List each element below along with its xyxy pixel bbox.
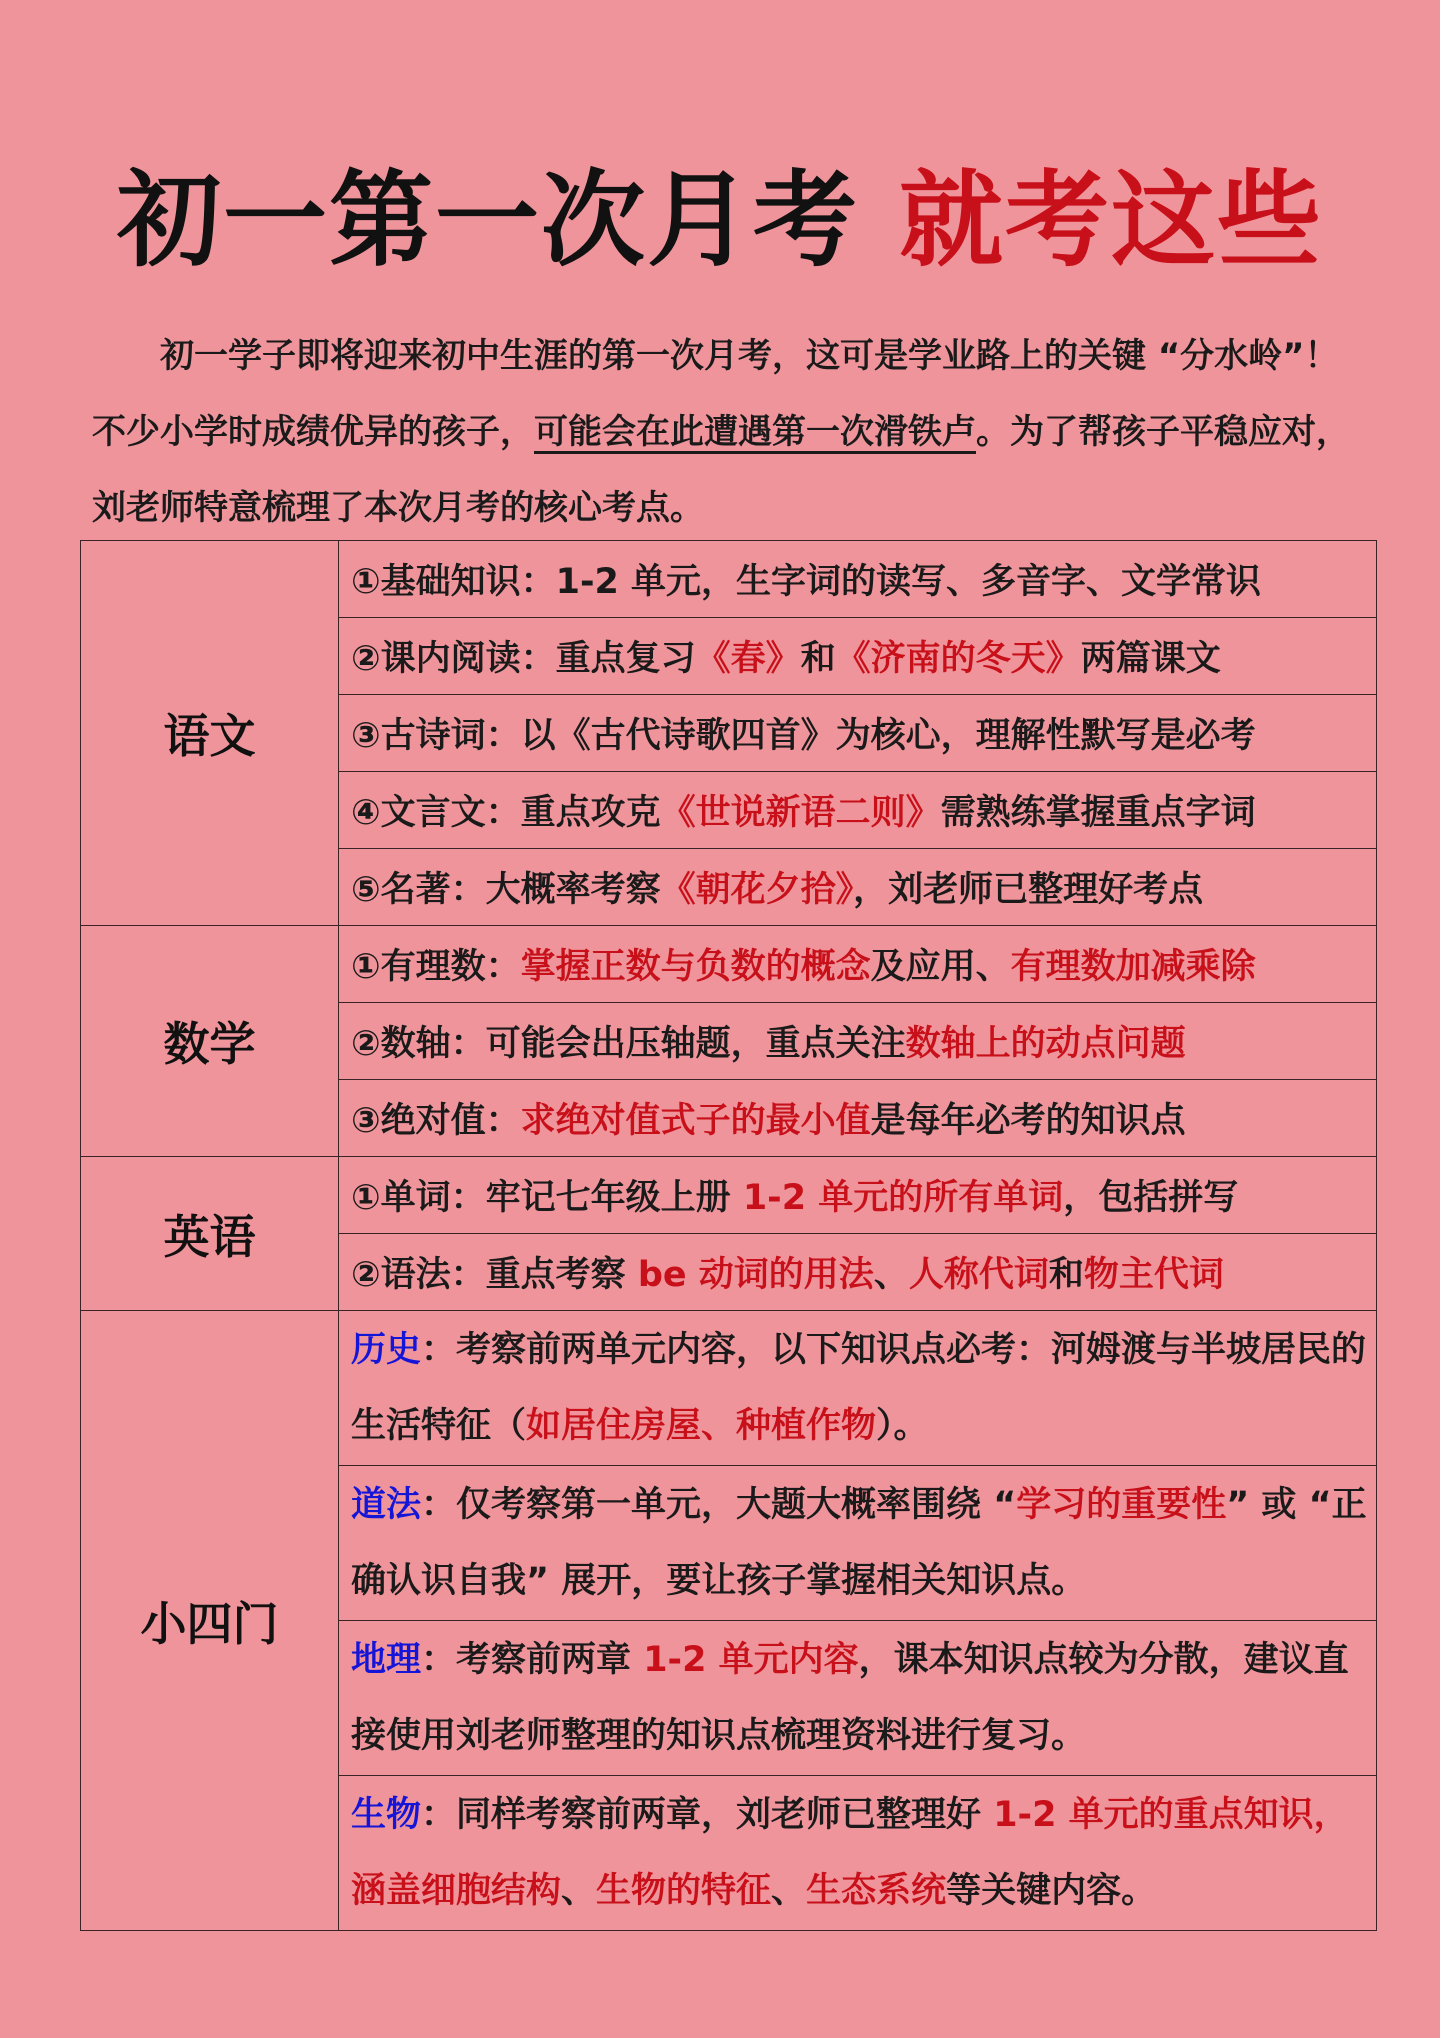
- item-text: ⑤名著：大概率考察: [351, 870, 661, 910]
- exam-points-table: [80, 540, 1377, 1931]
- subject-chinese: 语文: [81, 541, 339, 926]
- item-text: ①基础知识：1-2 单元，生字词的读写、多音字、文学常识: [351, 562, 1262, 602]
- item-text: ” 或 “正确认识自我” 展开，要让孩子掌握相关知识点。: [351, 1485, 1367, 1601]
- item-highlight: 《世说新语二则》: [660, 793, 941, 833]
- item-text: 、: [771, 1871, 807, 1911]
- item-text: ③古诗词：以《古代诗歌四首》为核心，理解性默写是必考: [351, 716, 1256, 756]
- item-text: ，课本知识点较为分散，建议直接使用刘老师整理的知识点梳理资料进行复习。: [351, 1640, 1349, 1756]
- item-text: ②语法：重点考察: [351, 1255, 638, 1295]
- minor-geography: [339, 1621, 1377, 1776]
- intro-underlined-text: 可能会在此遭遇第一次滑铁卢: [534, 412, 976, 452]
- intro-text-1: 初一学子即将迎来初中生涯的第一次月考，这可是学业路上的关键 “分水岭”！不少小学时成绩优异的孩子，: [92, 336, 1339, 452]
- item-text: 、: [873, 1255, 909, 1295]
- chinese-item-4: [339, 772, 1377, 849]
- item-text: ①有理数：: [351, 947, 521, 987]
- math-item-3: [339, 1080, 1377, 1157]
- item-text: 是每年必考的知识点: [870, 1101, 1186, 1141]
- minor-politics: [339, 1466, 1377, 1621]
- chinese-item-1: [339, 541, 1377, 618]
- item-text: ：考察前两章: [421, 1640, 644, 1680]
- item-highlight: 学习的重要性: [1016, 1485, 1227, 1525]
- politics-label: 道法: [351, 1485, 422, 1525]
- item-highlight: 掌握正数与负数的概念: [520, 947, 871, 987]
- item-text: ④文言文：重点攻克: [351, 793, 661, 833]
- english-item-1: [339, 1157, 1377, 1234]
- subject-math: 数学: [81, 926, 339, 1157]
- minor-history: [339, 1311, 1377, 1466]
- page-title: [0, 150, 1440, 290]
- item-highlight: 数轴上的动点问题: [905, 1024, 1186, 1064]
- chinese-item-5: [339, 849, 1377, 926]
- minor-biology: [339, 1776, 1377, 1931]
- item-highlight: 1-2 单元内容: [643, 1640, 859, 1680]
- subject-english: 英语: [81, 1157, 339, 1311]
- item-text: ①单词：牢记七年级上册: [351, 1178, 743, 1218]
- english-item-2: [339, 1234, 1377, 1311]
- table-row: [81, 1157, 1377, 1234]
- item-highlight: 物主代词: [1083, 1255, 1224, 1295]
- biology-label: 生物: [351, 1795, 422, 1835]
- item-text: 和: [1048, 1255, 1084, 1295]
- table-row: [81, 1311, 1377, 1466]
- item-text: ：同样考察前两章，刘老师已整理好: [421, 1795, 994, 1835]
- math-item-2: [339, 1003, 1377, 1080]
- item-highlight: 生态系统: [806, 1871, 947, 1911]
- item-text: ②数轴：可能会出压轴题，重点关注: [351, 1024, 906, 1064]
- item-highlight: 《济南的冬天》: [835, 639, 1081, 679]
- subject-minor: 小四门: [81, 1311, 339, 1931]
- item-text: ：考察前两单元内容，以下知识点必考：河姆渡与半坡居民的生活特征（: [351, 1330, 1367, 1446]
- item-text: ：仅考察第一单元，大题大概率围绕 “: [421, 1485, 1017, 1525]
- table-row: [81, 541, 1377, 618]
- item-text: 和: [800, 639, 836, 679]
- intro-text-2: 。为了帮孩子平稳应对，刘老师特意梳理了本次月考的核心考点。: [92, 412, 1350, 528]
- chinese-item-3: [339, 695, 1377, 772]
- history-label: 历史: [351, 1330, 422, 1370]
- item-text: ②课内阅读：重点复习: [351, 639, 696, 679]
- item-text: 及应用、: [870, 947, 1011, 987]
- item-highlight: 1-2 单元的所有单词: [742, 1178, 1064, 1218]
- table-row: [81, 926, 1377, 1003]
- item-text: 、: [561, 1871, 597, 1911]
- item-highlight: 如居住房屋、种植作物: [526, 1406, 877, 1446]
- title-black-part: 初一第一次月考: [116, 158, 859, 281]
- math-item-1: [339, 926, 1377, 1003]
- item-text: 等关键内容。: [946, 1871, 1157, 1911]
- item-highlight: 人称代词: [908, 1255, 1049, 1295]
- item-highlight: 求绝对值式子的最小值: [520, 1101, 871, 1141]
- intro-paragraph: [92, 318, 1360, 546]
- item-text: ③绝对值：: [351, 1101, 521, 1141]
- item-highlight: 《春》: [695, 639, 801, 679]
- item-highlight: be 动词的用法: [637, 1255, 874, 1295]
- item-highlight: 1-2 单元的重点知识，涵盖细胞结构: [351, 1795, 1349, 1911]
- title-red-part: 就考这些: [899, 158, 1324, 281]
- item-text: ，包括拼写: [1063, 1178, 1239, 1218]
- geography-label: 地理: [351, 1640, 422, 1680]
- item-text: 两篇课文: [1080, 639, 1221, 679]
- item-highlight: 有理数加减乘除: [1010, 947, 1256, 987]
- item-text: 需熟练掌握重点字词: [940, 793, 1256, 833]
- item-highlight: 生物的特征: [596, 1871, 772, 1911]
- item-text: ，刘老师已整理好考点: [853, 870, 1204, 910]
- chinese-item-2: [339, 618, 1377, 695]
- item-highlight: 《朝花夕拾》: [660, 870, 854, 910]
- item-text: ）。: [876, 1406, 929, 1446]
